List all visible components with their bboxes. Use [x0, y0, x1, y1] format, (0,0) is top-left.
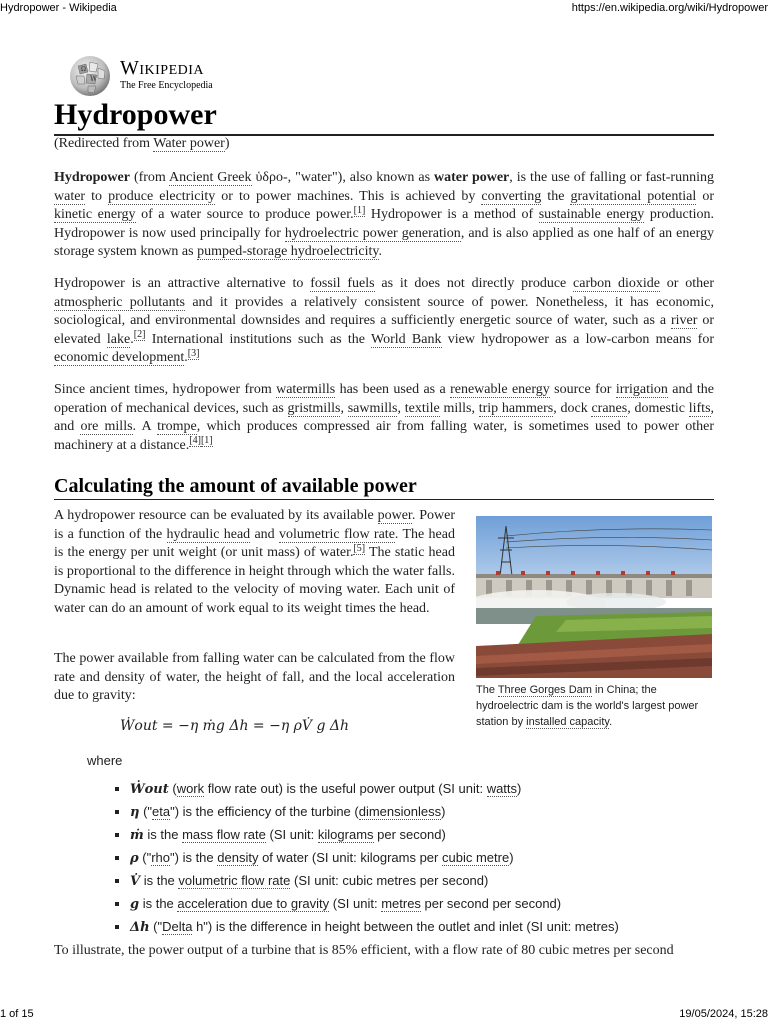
- link-produce-electricity[interactable]: produce electricity: [108, 188, 216, 204]
- ref-2[interactable]: [2]: [133, 329, 146, 341]
- link-renewable-energy[interactable]: renewable energy: [450, 382, 550, 397]
- link-power[interactable]: power: [377, 508, 412, 523]
- redirect-note: (Redirected from Water power): [54, 136, 230, 151]
- link-watermills[interactable]: watermills: [276, 382, 336, 397]
- link-installed-capacity[interactable]: installed capacity: [526, 716, 610, 728]
- svg-text:W: W: [90, 75, 98, 83]
- link-eta[interactable]: eta: [152, 804, 171, 819]
- water-power-link[interactable]: Water power: [153, 136, 225, 151]
- page-url[interactable]: https://en.wikipedia.org/wiki/Hydropower: [571, 2, 768, 14]
- link-three-gorges-dam[interactable]: Three Gorges Dam: [497, 684, 592, 696]
- section-paragraph-3: To illustrate, the power output of a turbine that is 85% efficient, with a flow rate of 80 cubic metres per second: [54, 943, 674, 958]
- link-mass-flow-rate[interactable]: mass flow rate: [182, 827, 266, 842]
- list-item: ▪ ρ ("rho") is the density of water (SI unit: kilograms per cubic metre): [130, 847, 730, 870]
- link-hydraulic-head[interactable]: hydraulic head: [166, 526, 251, 542]
- list-item: ▪ Δh ("Delta h") is the difference in height between the outlet and inlet (SI unit: metres): [130, 916, 730, 939]
- wikipedia-globe-icon: [68, 54, 112, 98]
- ref-1[interactable]: [1]: [353, 204, 366, 216]
- wordmark: Wikipedia: [120, 57, 205, 79]
- link-sustainable-energy[interactable]: sustainable energy: [538, 207, 645, 223]
- link-textile[interactable]: textile: [404, 400, 440, 416]
- section-paragraph-2: The power available from falling water can be calculated from the flow rate and density of water, the height of fall, and the local acceleration due to gravity:: [54, 651, 455, 704]
- link-world-bank[interactable]: World Bank: [371, 331, 442, 347]
- list-item: ▪ Ẇout (work flow rate out) is the useful power output (SI unit: watts): [130, 778, 730, 801]
- link-river[interactable]: river: [670, 313, 698, 329]
- ref-4[interactable]: [4]: [189, 435, 201, 447]
- link-density[interactable]: density: [217, 850, 259, 865]
- link-hydroelectric-power-generation[interactable]: hydroelectric power generation: [284, 225, 461, 241]
- link-trip-hammers[interactable]: trip hammers: [478, 400, 554, 416]
- list-item: ▪ η ("eta") is the efficiency of the turbine (dimensionless): [130, 801, 730, 824]
- link-lifts[interactable]: lifts: [688, 400, 711, 416]
- link-cubic-metre[interactable]: cubic metre: [441, 850, 510, 865]
- link-acceleration-due-to-gravity[interactable]: acceleration due to gravity: [177, 896, 330, 911]
- link-volumetric-flow-rate-2[interactable]: volumetric flow rate: [178, 873, 291, 888]
- list-item: ▪ g is the acceleration due to gravity (SI unit: metres per second per second): [130, 893, 730, 916]
- link-watts[interactable]: watts: [486, 781, 518, 796]
- where-label: where: [87, 753, 123, 768]
- intro-paragraph-2: Hydropower is an attractive alternative to fossil fuels as it does not directly produce carbon dioxide or other atmospheric pollutants and it provides a relatively consistent source of power. Nonetheless, it has economic, sociological, and environmental downsides and requires a sufficiently energetic source of water, such as a river or elevated lake.[2] International institutions such as the World Bank view hydropower as a low-carbon means for economic development.[3]: [54, 276, 715, 366]
- section-heading: Calculating the amount of available power: [54, 473, 714, 500]
- link-delta[interactable]: Delta: [162, 919, 193, 934]
- link-atmospheric-pollutants[interactable]: atmospheric pollutants: [54, 294, 185, 310]
- print-header: [0, 0, 768, 18]
- link-sawmills[interactable]: sawmills: [347, 400, 398, 416]
- link-pumped-storage[interactable]: pumped-storage hydroelectricity: [197, 244, 379, 260]
- wikipedia-logo[interactable]: [68, 54, 308, 98]
- page-counter: 1 of 15: [0, 1008, 34, 1020]
- ref-1b[interactable]: [1]: [200, 435, 213, 447]
- link-kilograms[interactable]: kilograms: [317, 827, 374, 842]
- link-lake[interactable]: lake: [106, 331, 131, 347]
- tagline: The Free Encyclopedia: [120, 80, 213, 91]
- link-dimensionless[interactable]: dimensionless: [358, 804, 442, 819]
- ref-3[interactable]: [3]: [187, 347, 200, 359]
- link-converting[interactable]: converting: [481, 188, 542, 204]
- list-item: ▪ ṁ is the mass flow rate (SI unit: kilograms per second): [130, 824, 730, 847]
- ref-5[interactable]: [5]: [353, 542, 366, 554]
- page-title: Hydropower: [54, 96, 714, 136]
- link-water[interactable]: water: [54, 188, 86, 204]
- link-carbon-dioxide[interactable]: carbon dioxide: [573, 276, 660, 291]
- dam-figure: [476, 516, 712, 730]
- print-footer: [0, 1006, 768, 1024]
- list-item: ▪ V̇ is the volumetric flow rate (SI unit: cubic metres per second): [130, 870, 730, 893]
- link-ancient-greek[interactable]: Ancient Greek: [169, 170, 252, 185]
- svg-text:Ω: Ω: [81, 66, 86, 73]
- link-rho[interactable]: rho: [151, 850, 171, 865]
- link-ore-mills[interactable]: ore mills: [80, 419, 133, 435]
- link-kinetic-energy[interactable]: kinetic energy: [54, 207, 136, 223]
- power-formula: Ẇout = −η ṁg Δh = −η ρV̇ g Δh: [120, 718, 350, 734]
- print-datetime: 19/05/2024, 15:28: [679, 1008, 768, 1020]
- link-irrigation[interactable]: irrigation: [615, 382, 668, 397]
- link-gristmills[interactable]: gristmills: [287, 400, 341, 416]
- intro-paragraph-3: Since ancient times, hydropower from watermills has been used as a renewable energy source for irrigation and the operation of mechanical devices, such as gristmills, sawmills, textile mills, trip hammers, dock cranes, domestic lifts, and ore mills. A trompe, which produces compressed air from falling water, is sometimes used to power other machinery at a distance.[4][1]: [54, 382, 715, 453]
- variable-list: [112, 778, 730, 939]
- link-volumetric-flow-rate[interactable]: volumetric flow rate: [279, 526, 395, 542]
- section-paragraph-1: A hydropower resource can be evaluated by its available power. Power is a function of the hydraulic head and volumetric flow rate. The head is the energy per unit weight (or unit mass) of water.[5] The static head is proportional to the difference in height through which the water falls. Dynamic head is related to the velocity of moving water. Each unit of water can do an amount of work equal to its weight times the head.: [54, 508, 455, 616]
- link-work[interactable]: work: [176, 781, 205, 796]
- link-trompe[interactable]: trompe: [157, 419, 197, 435]
- link-metres[interactable]: metres: [381, 896, 421, 911]
- page-title-header: Hydropower - Wikipedia: [0, 2, 117, 14]
- link-gravitational-potential[interactable]: gravitational potential: [570, 188, 697, 204]
- link-fossil-fuels[interactable]: fossil fuels: [310, 276, 375, 291]
- link-economic-development[interactable]: economic development: [54, 350, 185, 366]
- intro-paragraph-1: Hydropower (from Ancient Greek ὑδρο-, "water"), also known as water power, is the use of falling or fast-running water to produce electricity or to power machines. This is achieved by converting the gravitational potential or kinetic energy of a water source to produce power.[1] Hydropower is a method of sustainable energy production. Hydropower is now used principally for hydroelectric power generation, and is also applied as one half of an energy storage system known as pumped-storage hydroelectricity.: [54, 170, 715, 260]
- figure-caption: The Three Gorges Dam in China; the hydroelectric dam is the world's largest power station by installed capacity.: [476, 684, 699, 728]
- three-gorges-dam-photo[interactable]: [476, 516, 712, 678]
- link-cranes[interactable]: cranes: [591, 400, 628, 416]
